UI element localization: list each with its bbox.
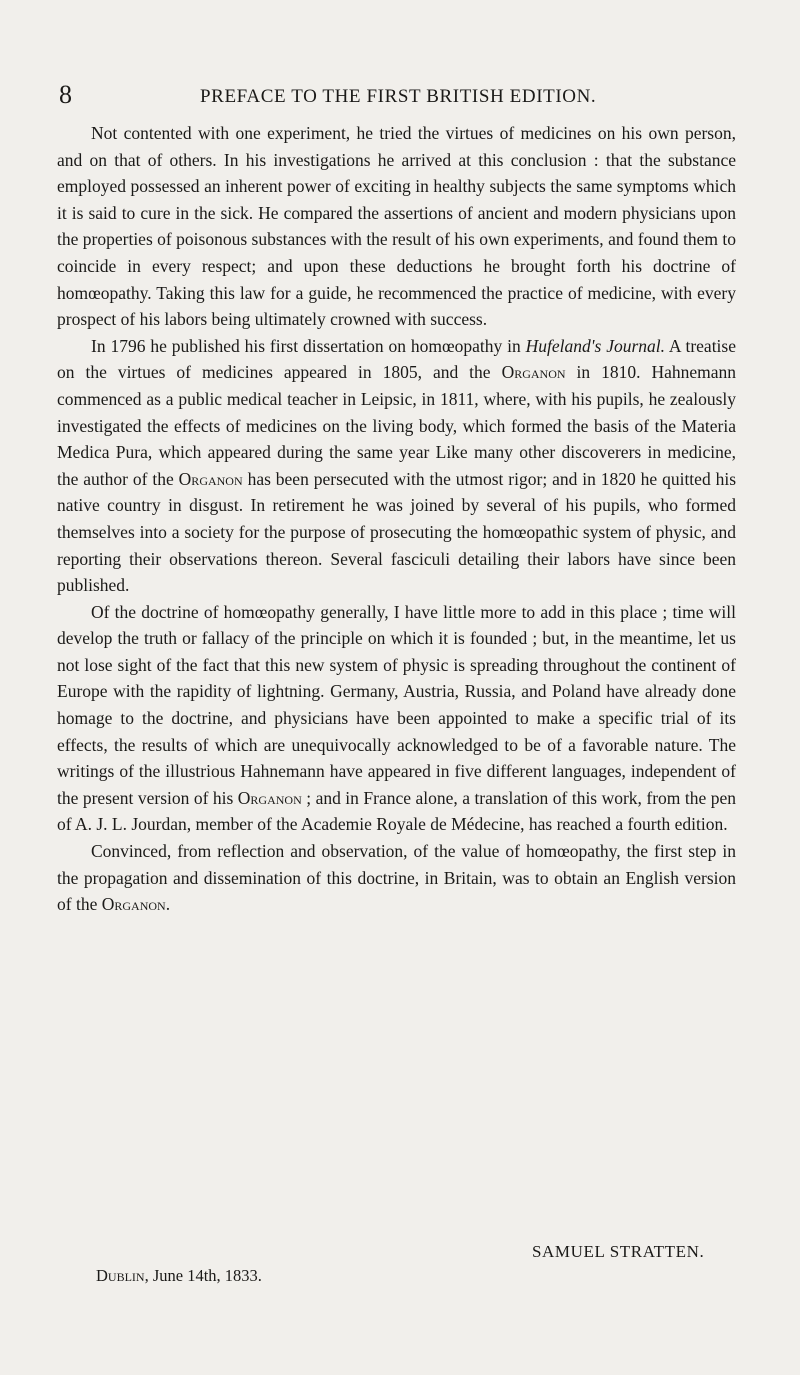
signature: SAMUEL STRATTEN. (532, 1242, 705, 1261)
paragraph-2-text-d: has been persecuted with the utmost rigor; and in 1820 he quitted his native country in disgust. In retirement he was joined by several of his pupils, who formed themselves into a society for the purpose of prosecuting the homœopathic system of physic, and reporting their observations thereon. Several fasciculi detailing their labors have since been published. (57, 468, 737, 596)
paragraph-3 (57, 599, 736, 838)
page-number: 8 (59, 80, 72, 109)
organon-title: Organon (178, 468, 243, 489)
paragraph-4-text-a: Convinced, from reflection and observation, of the value of homœopathy, the first step in the propagation and dissemination of this doctrine, in Britain, was to obtain an English version of the (57, 841, 736, 915)
paragraph-2-text-a: In 1796 he published his first dissertation on homœopathy in (91, 335, 521, 356)
paragraph-2-text-b: A treatise on the virtues of medicines appeared in 1805, and the (57, 335, 736, 383)
running-title: PREFACE TO THE FIRST BRITISH EDITION. (200, 86, 597, 107)
paragraph-1: Not contented with one experiment, he tried the virtues of medicines on his own person, and on that of others. In his investigations he arrived at this conclusion : that the substance employed possessed an inherent power of exciting in healthy subjects the same symptoms which it is said to cure in the sick. He compared the assertions of ancient and modern physicians upon the properties of poisonous substances with the result of his own experiments, and found them to coincide in every respect; and upon these deductions he brought forth his doctrine of homœopathy. Taking this law for a guide, he recommenced the practice of medicine, with every prospect of his labors being ultimately crowned with success. (57, 123, 736, 330)
dateline (96, 1266, 262, 1286)
paragraph-3-text-b: ; and in France alone, a translation of this work, from the pen of A. J. L. Jourdan, member of the Academie Royale de Médecine, has reached a fourth edition. (57, 787, 736, 835)
paragraph-2 (57, 333, 736, 599)
paragraph-3-text-a: Of the doctrine of homœopathy generally, I have little more to add in this place ; time will develop the truth or fallacy of the principle on which it is founded ; but, in the meantime, let us not lose sight of the fact that this new system of physic is spreading throughout the continent of Europe with the rapidity of lightning. Germany, Austria, Russia, and Poland have already done homage to the doctrine, and physicians have been appointed to make a specific trial of its effects, the results of which are unequivocally acknowledged to be of a favorable nature. The writings of the illustrious Hahnemann have appeared in five different languages, independent of the present version of his (57, 601, 736, 808)
dateline-date: , June 14th, 1833. (144, 1266, 262, 1285)
organon-title: Organon (101, 894, 166, 915)
paragraph-4-end: . (165, 894, 171, 915)
organon-title: Organon (501, 362, 566, 383)
paragraph-4 (57, 838, 736, 918)
organon-title: Organon (237, 787, 302, 808)
dateline-place: Dublin (96, 1266, 145, 1285)
journal-title: Hufeland's Journal. (525, 335, 666, 356)
body-text (57, 120, 736, 918)
paragraph-2-text-c: in 1810. Hahnemann commenced as a public medical teacher in Leipsic, in 1811, where, with his pupils, he zealously investigated the effects of medicines on the living body, which formed the basis of the Materia Medica Pura, which appeared during the same year Like many other discoverers in medicine, the author of the (57, 362, 737, 489)
